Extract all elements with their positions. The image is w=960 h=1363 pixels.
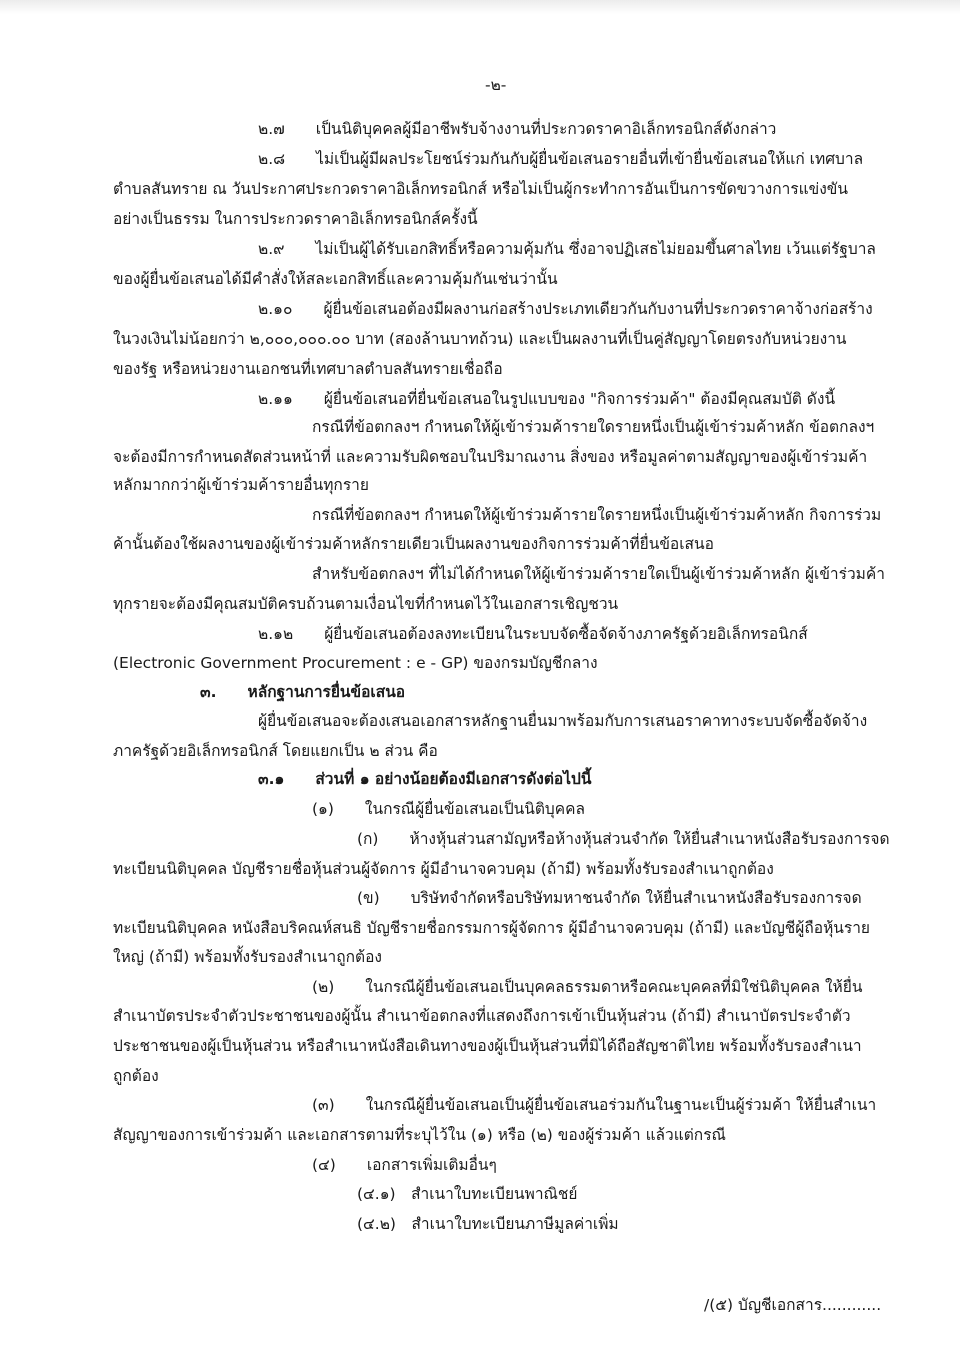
scan-edge <box>0 0 960 14</box>
text-line: (ก) ห้างหุ้นส่วนสามัญหรือห้างหุ้นส่วนจำกัด ให้ยื่นสำเนาหนังสือรับรองการจด <box>357 830 890 848</box>
text-line: ทุกรายจะต้องมีคุณสมบัติครบถ้วนตามเงื่อนไขที่กำหนดไว้ในเอกสารเชิญชวน <box>113 595 619 613</box>
text-line: ๒.๙ ไม่เป็นผู้ได้รับเอกสิทธิ์หรือความคุ้มกัน ซึ่งอาจปฏิเสธไม่ยอมขึ้นศาลไทย เว้นแต่รัฐบาล <box>258 240 876 258</box>
text-line: ทะเบียนนิติบุคคล หนังสือบริคณห์สนธิ บัญชีรายชื่อกรรมการผู้จัดการ ผู้มีอำนาจควบคุม (ถ้ามี) และบัญชีผู้ถือหุ้นราย <box>113 919 871 937</box>
text-line: หลักมากกว่าผู้เข้าร่วมค้ารายอื่นทุกราย <box>113 476 369 494</box>
text-line: สำหรับข้อตกลงฯ ที่ไม่ได้กำหนดให้ผู้เข้าร่วมค้ารายใดเป็นผู้เข้าร่วมค้าหลัก ผู้เข้าร่วมค้า <box>312 565 885 583</box>
text-line: ผู้ยื่นข้อเสนอจะต้องเสนอเอกสารหลักฐานยื่นมาพร้อมกับการเสนอราคาทางระบบจัดซื้อจัดจ้าง <box>258 712 868 730</box>
text-line: ๒.๑๒ ผู้ยื่นข้อเสนอต้องลงทะเบียนในระบบจัดซื้อจัดจ้างภาครัฐด้วยอิเล็กทรอนิกส์ <box>258 625 808 643</box>
text-line: (๔) เอกสารเพิ่มเติมอื่นๆ <box>312 1156 497 1174</box>
text-line: ตำบลสันทราย ณ วันประกาศประกวดราคาอิเล็กทรอนิกส์ หรือไม่เป็นผู้กระทำการอันเป็นการขัดขวางการแข่งขัน <box>113 180 848 198</box>
section-heading: ๓.๑ ส่วนที่ ๑ อย่างน้อยต้องมีเอกสารดังต่อไปนี้ <box>258 770 592 788</box>
continuation-footer: /(๕) บัญชีเอกสาร............ <box>704 1296 882 1314</box>
text-line: สำเนาบัตรประจำตัวประชาชนของผู้นั้น สำเนาข้อตกลงที่แสดงถึงการเข้าเป็นหุ้นส่วน (ถ้ามี) สำเนาบัตรประจำตัว <box>113 1007 851 1025</box>
text-line: ทะเบียนนิติบุคคล บัญชีรายชื่อหุ้นส่วนผู้จัดการ ผู้มีอำนาจควบคุม (ถ้ามี) พร้อมทั้งรับรองสำเนาถูกต้อง <box>113 860 774 878</box>
text-line: ๒.๗ เป็นนิติบุคคลผู้มีอาชีพรับจ้างงานที่ประกวดราคาอิเล็กทรอนิกส์ดังกล่าว <box>258 120 777 138</box>
text-line: ภาครัฐด้วยอิเล็กทรอนิกส์ โดยแยกเป็น ๒ ส่วน คือ <box>113 742 438 760</box>
text-line: ๒.๑๑ ผู้ยื่นข้อเสนอที่ยื่นข้อเสนอในรูปแบบของ "กิจการร่วมค้า" ต้องมีคุณสมบัติ ดังนี้ <box>258 390 836 408</box>
page-number: -๒- <box>485 76 507 94</box>
text-line: ประชาชนของผู้เป็นหุ้นส่วน หรือสำเนาหนังสือเดินทางของผู้เป็นหุ้นส่วนที่มิได้ถือสัญชาติไทย พร้อมทั้งรับรองสำเนา <box>113 1037 862 1055</box>
text-line: (๔.๑) สำเนาใบทะเบียนพาณิชย์ <box>357 1185 578 1203</box>
text-line: (๓) ในกรณีผู้ยื่นข้อเสนอเป็นผู้ยื่นข้อเสนอร่วมกันในฐานะเป็นผู้ร่วมค้า ให้ยื่นสำเนา <box>312 1096 877 1114</box>
text-line: ของรัฐ หรือหน่วยงานเอกชนที่เทศบาลตำบลสันทรายเชื่อถือ <box>113 360 503 378</box>
text-line: (๑) ในกรณีผู้ยื่นข้อเสนอเป็นนิติบุคคล <box>312 800 585 818</box>
text-line: กรณีที่ข้อตกลงฯ กำหนดให้ผู้เข้าร่วมค้ารายใดรายหนึ่งเป็นผู้เข้าร่วมค้าหลัก ข้อตกลงฯ <box>312 418 875 436</box>
text-line: ใหญ่ (ถ้ามี) พร้อมทั้งรับรองสำเนาถูกต้อง <box>113 948 382 966</box>
text-line: จะต้องมีการกำหนดสัดส่วนหน้าที่ และความรับผิดชอบในปริมาณงาน สิ่งของ หรือมูลค่าตามสัญญาของผู้เข้าร่วมค้า <box>113 448 868 466</box>
text-line: (Electronic Government Procurement : e - GP) ของกรมบัญชีกลาง <box>113 654 598 672</box>
text-line: ๒.๘ ไม่เป็นผู้มีผลประโยชน์ร่วมกันกับผู้ยื่นข้อเสนอรายอื่นที่เข้ายื่นข้อเสนอให้แก่ เทศบาล <box>258 150 864 168</box>
text-line: (๒) ในกรณีผู้ยื่นข้อเสนอเป็นบุคคลธรรมดาหรือคณะบุคคลที่มิใช่นิติบุคคล ให้ยื่น <box>312 978 863 996</box>
text-line: อย่างเป็นธรรม ในการประกวดราคาอิเล็กทรอนิกส์ครั้งนี้ <box>113 210 478 228</box>
text-line: กรณีที่ข้อตกลงฯ กำหนดให้ผู้เข้าร่วมค้ารายใดรายหนึ่งเป็นผู้เข้าร่วมค้าหลัก กิจการร่วม <box>312 506 882 524</box>
text-line: ในวงเงินไม่น้อยกว่า ๒,๐๐๐,๐๐๐.๐๐ บาท (สองล้านบาทถ้วน) และเป็นผลงานที่เป็นคู่สัญญาโดยตรงกับหน่วยงาน <box>113 330 847 348</box>
section-heading: ๓. หลักฐานการยื่นข้อเสนอ <box>200 683 406 701</box>
text-line: ของผู้ยื่นข้อเสนอได้มีคำสั่งให้สละเอกสิทธิ์และความคุ้มกันเช่นว่านั้น <box>113 270 558 288</box>
text-line: ๒.๑๐ ผู้ยื่นข้อเสนอต้องมีผลงานก่อสร้างประเภทเดียวกันกับงานที่ประกวดราคาจ้างก่อสร้าง <box>258 300 873 318</box>
text-line: (ข) บริษัทจำกัดหรือบริษัทมหาชนจำกัด ให้ยื่นสำเนาหนังสือรับรองการจด <box>357 889 862 907</box>
text-line: ค้านั้นต้องใช้ผลงานของผู้เข้าร่วมค้าหลักรายเดียวเป็นผลงานของกิจการร่วมค้าที่ยื่นข้อเสนอ <box>113 535 714 553</box>
text-line: ถูกต้อง <box>113 1067 159 1085</box>
text-line: (๔.๒) สำเนาใบทะเบียนภาษีมูลค่าเพิ่ม <box>357 1215 619 1233</box>
text-line: สัญญาของการเข้าร่วมค้า และเอกสารตามที่ระบุไว้ใน (๑) หรือ (๒) ของผู้ร่วมค้า แล้วแต่กรณี <box>113 1126 726 1144</box>
